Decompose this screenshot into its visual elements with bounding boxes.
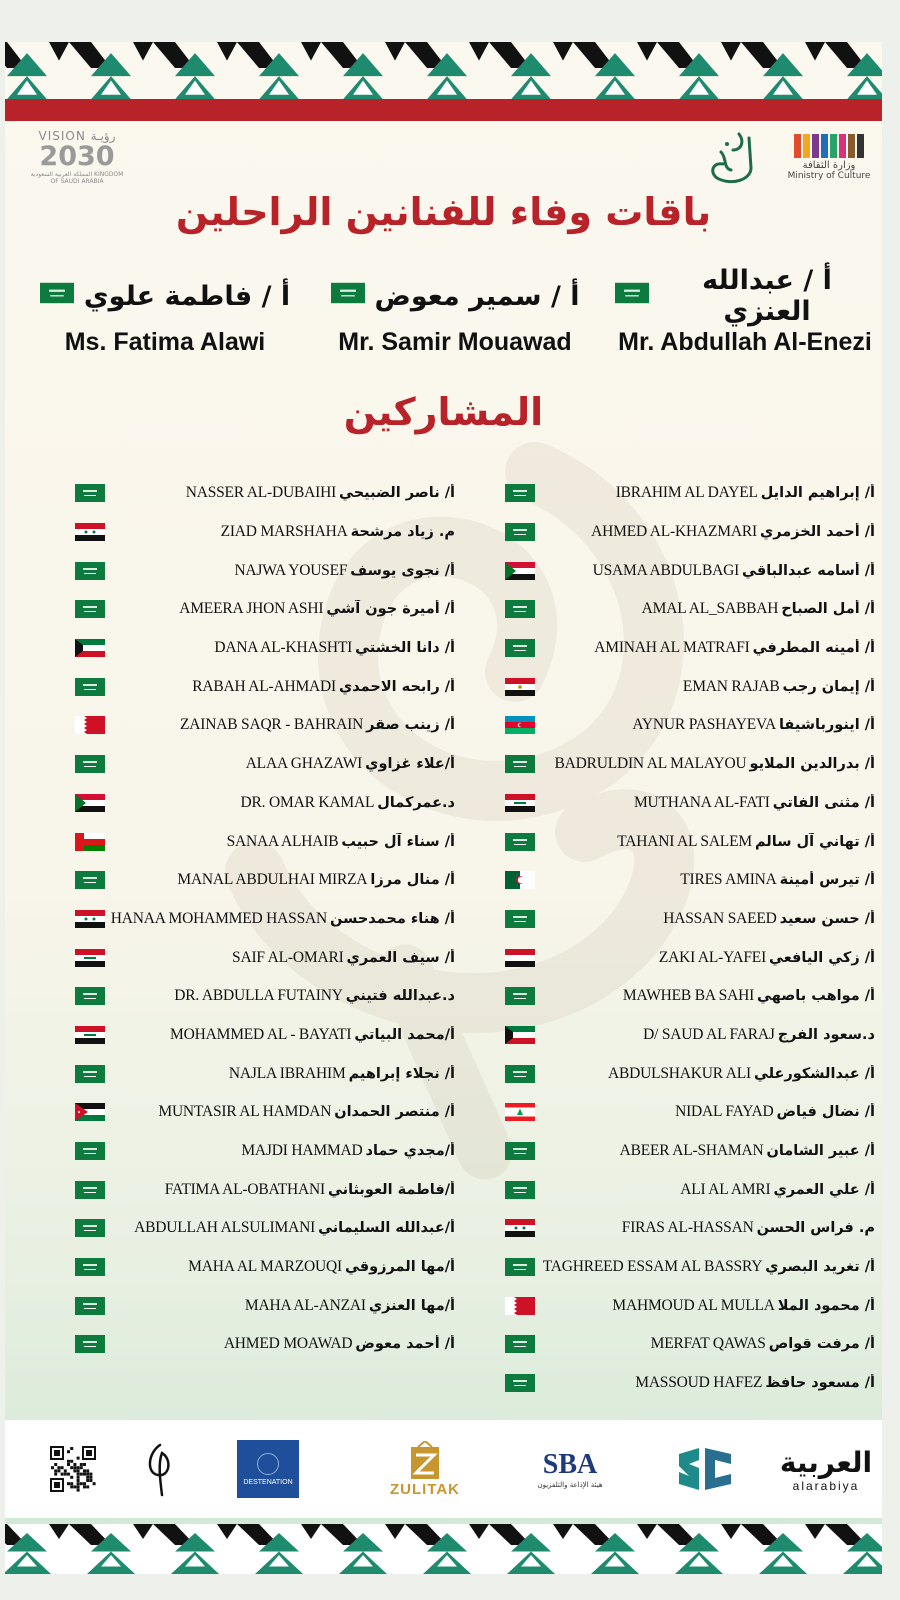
participant-en-name: SAIF AL-OMARI	[232, 948, 344, 966]
participant-row	[75, 1054, 455, 1093]
kuwait-flag-icon	[505, 1026, 535, 1044]
participant-en-name: AMINAH AL MATRAFI	[594, 639, 750, 657]
participant-row	[505, 1093, 875, 1132]
participant-en-name: DR. OMAR KAMAL	[240, 793, 375, 811]
participant-ar-name: أ/ مسعود حافظ	[765, 1375, 875, 1392]
saudi-flag-icon	[75, 600, 105, 618]
participant-row	[75, 1248, 455, 1287]
participant-row	[75, 474, 455, 513]
participant-row	[75, 784, 455, 823]
alarabiya-logo: العربية alarabiya	[779, 1445, 873, 1493]
participant-en-name: TAHANI AL SALEM	[617, 832, 752, 850]
participant-ar-name: أ/ محمود الملا	[777, 1297, 875, 1314]
participant-en-name: HANAA MOHAMMED HASSAN	[110, 909, 328, 927]
sba-logo: SBA هيئة الإذاعة والتلفزيون	[537, 1449, 603, 1489]
participant-en-name: MAHA AL-ANZAI	[244, 1296, 366, 1314]
iraq-flag-icon	[75, 949, 105, 967]
poster	[5, 42, 882, 1574]
participant-en-name: AHMED AL-KHAZMARI	[591, 523, 757, 541]
participant-ar-name: أ/ بدرالدين الملايو	[749, 756, 875, 773]
participant-row	[505, 1170, 875, 1209]
participant-ar-name: د.سعود الفرج	[777, 1026, 875, 1043]
participant-ar-name: أ/عبدالله السليماني	[318, 1220, 455, 1237]
participant-en-name: EMAN RAJAB	[682, 677, 780, 695]
participant-ar-name: أ/ عبدالشكورعلي	[753, 1065, 875, 1082]
destination-logo: DESTENATION	[237, 1440, 299, 1498]
participant-ar-name: أ/ سناء آل حبيب	[341, 833, 455, 850]
participant-ar-name: أ/ حسن سعيد	[779, 910, 875, 927]
participants-left-column	[75, 474, 455, 1364]
participant-en-name: ZAKI AL-YAFEI	[658, 948, 767, 966]
saudi-flag-icon	[505, 1181, 535, 1199]
saudi-flag-icon	[505, 833, 535, 851]
participant-row	[505, 784, 875, 823]
participant-ar-name: أ/ أسامه عبدالباقي	[742, 562, 875, 579]
calligraphy-logo	[701, 128, 761, 192]
participant-row	[505, 706, 875, 745]
honoree-2	[325, 276, 585, 357]
algeria-flag-icon	[505, 871, 535, 889]
saudi-flag-icon	[75, 484, 105, 502]
participant-ar-name: أ/ عبير الشامان	[766, 1143, 875, 1160]
participant-ar-name: أ/ زكي اليافعي	[769, 949, 875, 966]
saudi-flag-icon	[505, 600, 535, 618]
participant-ar-name: أ/ نضال فياض	[776, 1104, 875, 1121]
participants-title: المشاركين	[343, 390, 544, 434]
participant-ar-name: أ/ دانا الخشتي	[355, 640, 455, 657]
participant-row	[505, 745, 875, 784]
participant-en-name: AMEERA JHON ASHI	[179, 600, 324, 618]
bahrain-flag-icon	[505, 1297, 535, 1315]
saudi-flag-icon	[75, 1219, 105, 1237]
zulitak-logo: ZULITAK	[380, 1440, 470, 1498]
saudi-flag-icon	[331, 281, 365, 312]
participant-ar-name: أ/ مرفت قواص	[768, 1336, 875, 1353]
saudi-flag-icon	[505, 484, 535, 502]
participant-ar-name: أ/ منتصر الحمدان	[334, 1104, 455, 1121]
participant-ar-name: أ/ إبراهيم الدايل	[760, 485, 875, 502]
participant-en-name: FATIMA AL-OBATHANI	[164, 1180, 325, 1198]
sudan-flag-icon	[75, 794, 105, 812]
participant-en-name: ALI AL AMRI	[680, 1180, 771, 1198]
saudi-flag-icon	[505, 1258, 535, 1276]
participant-ar-name: أ/ هناء محمدحسن	[330, 910, 455, 927]
participant-row	[505, 474, 875, 513]
saudi-flag-icon	[505, 1374, 535, 1392]
participant-en-name: MASSOUD HAFEZ	[635, 1374, 763, 1392]
participant-row	[75, 513, 455, 552]
participant-en-name: DANA AL-KHASHTI	[214, 639, 353, 657]
saudi-flag-icon	[505, 910, 535, 928]
kuwait-flag-icon	[75, 639, 105, 657]
participant-en-name: MAJDI HAMMAD	[241, 1142, 363, 1160]
participant-en-name: HASSAN SAEED	[663, 909, 777, 927]
participant-en-name: TAGHREED ESSAM AL BASSRY	[542, 1258, 763, 1276]
participant-row	[75, 1093, 455, 1132]
saudi-flag-icon	[75, 1065, 105, 1083]
egypt-flag-icon	[505, 678, 535, 696]
participant-en-name: AHMED MOAWAD	[223, 1335, 353, 1353]
vision-2030-logo: VISION رؤيـة 2030 المملكة العربية السعودية KINGDOM OF SAUDI ARABIA	[30, 129, 124, 185]
honoree-ar-name: أ / سمير معوض	[374, 280, 580, 312]
saudi-flag-icon	[505, 987, 535, 1005]
saudi-flag-icon	[75, 1181, 105, 1199]
participant-ar-name: أ/ ناصر الضبيحي	[339, 485, 455, 502]
participant-en-name: IBRAHIM AL DAYEL	[615, 484, 758, 502]
saudi-flag-icon	[75, 1142, 105, 1160]
participant-en-name: MANAL ABDULHAI MIRZA	[177, 871, 368, 889]
participant-row	[505, 822, 875, 861]
yemen-flag-icon	[505, 949, 535, 967]
participant-row	[75, 1016, 455, 1055]
participant-row	[505, 551, 875, 590]
participant-ar-name: أ/ علي العمري	[773, 1181, 875, 1198]
participant-row	[75, 1132, 455, 1171]
participant-row	[505, 1209, 875, 1248]
participant-ar-name: أ/مها المرزوقي	[345, 1259, 455, 1276]
participant-row	[75, 900, 455, 939]
participant-en-name: MOHAMMED AL - BAYATI	[170, 1025, 352, 1043]
honoree-ar-name: أ / عبدالله العنزي	[702, 265, 832, 327]
participant-ar-name: أ/ إيمان رجب	[782, 678, 875, 695]
participant-ar-name: أ/ اينورباشيفا	[778, 717, 875, 734]
participant-ar-name: أ/فاطمة العوبثاني	[327, 1181, 455, 1198]
participant-ar-name: أ/ تغريد البصري	[765, 1259, 875, 1276]
honoree-3	[35, 276, 295, 357]
honoree-1	[615, 265, 875, 357]
participant-row	[505, 1054, 875, 1093]
oman-flag-icon	[75, 833, 105, 851]
participant-en-name: ABEER AL-SHAMAN	[619, 1142, 764, 1160]
participant-en-name: MAHA AL MARZOUQI	[188, 1258, 342, 1276]
participant-row	[75, 977, 455, 1016]
participant-en-name: AYNUR PASHAYEVA	[632, 716, 776, 734]
participant-en-name: DR. ABDULLA FUTAINY	[174, 987, 343, 1005]
participant-en-name: ZAINAB SAQR - BAHRAIN	[180, 716, 364, 734]
saudi-flag-icon	[75, 871, 105, 889]
participant-row	[75, 822, 455, 861]
participant-ar-name: م. فراس الحسن	[756, 1220, 875, 1237]
top-pattern	[5, 42, 882, 104]
participant-ar-name: أ/مها العنزي	[368, 1297, 455, 1314]
honoree-ar-name: أ / فاطمة علوي	[83, 280, 291, 312]
participant-row	[505, 977, 875, 1016]
participant-en-name: NAJWA YOUSEF	[234, 561, 348, 579]
honoree-en-name: Mr. Abdullah Al-Enezi	[618, 328, 872, 356]
saudi-flag-icon	[615, 281, 649, 312]
page-title: باقات وفاء للفنانين الراحلين	[175, 190, 712, 234]
participant-en-name: NASSER AL-DUBAIHI	[185, 484, 337, 502]
participant-row	[75, 861, 455, 900]
participant-row	[75, 745, 455, 784]
participant-row	[75, 1209, 455, 1248]
participant-en-name: NIDAL FAYAD	[675, 1103, 774, 1121]
participant-row	[75, 590, 455, 629]
saudi-flag-icon	[75, 562, 105, 580]
participant-en-name: MERFAT QAWAS	[650, 1335, 766, 1353]
qr-code-icon	[45, 1440, 101, 1498]
participant-en-name: MAWHEB BA SAHI	[622, 987, 755, 1005]
participant-en-name: MUTHANA AL-FATI	[633, 793, 770, 811]
participant-row	[75, 667, 455, 706]
saudi-flag-icon	[75, 1297, 105, 1315]
participant-row	[75, 706, 455, 745]
participant-ar-name: أ/علاء غزاوي	[365, 756, 455, 773]
participant-en-name: D/ SAUD AL FARAJ	[643, 1025, 775, 1043]
participant-row	[505, 1248, 875, 1287]
participant-en-name: SANAA ALHAIB	[226, 832, 339, 850]
participant-ar-name: أ/ مواهب باصهي	[757, 988, 875, 1005]
saudi-flag-icon	[75, 678, 105, 696]
lebanon-flag-icon	[505, 1103, 535, 1121]
bahrain-flag-icon	[75, 716, 105, 734]
participant-ar-name: أ/ سيف العمري	[346, 949, 455, 966]
participant-row	[505, 629, 875, 668]
participant-ar-name: م. زياد مرشحة	[350, 524, 455, 541]
participant-ar-name: أ/مجدي حماد	[365, 1143, 455, 1160]
participant-row	[75, 629, 455, 668]
participant-en-name: NAJLA IBRAHIM	[228, 1064, 346, 1082]
participant-en-name: AMAL AL_SABBAH	[641, 600, 779, 618]
azerbaijan-flag-icon	[505, 716, 535, 734]
saudi-flag-icon	[505, 1335, 535, 1353]
participant-row	[505, 1364, 875, 1403]
participant-en-name: FIRAS AL-HASSAN	[621, 1219, 754, 1237]
syria-flag-icon	[505, 1219, 535, 1237]
jordan-flag-icon	[75, 1103, 105, 1121]
saudi-flag-icon	[75, 987, 105, 1005]
participant-ar-name: أ/ رابحه الاحمدي	[339, 678, 455, 695]
participant-ar-name: أ/ تيرس أمينة	[779, 872, 875, 889]
participant-ar-name: أ/ أميرة جون آشي	[326, 601, 455, 618]
participant-row	[505, 861, 875, 900]
participant-en-name: BADRULDIN AL MALAYOU	[554, 755, 747, 773]
participant-ar-name: أ/ أمينه المطرفي	[752, 640, 875, 657]
participant-en-name: ALAA GHAZAWI	[245, 755, 363, 773]
participant-en-name: ZIAD MARSHAHA	[220, 523, 348, 541]
honoree-en-name: Ms. Fatima Alawi	[64, 328, 266, 356]
participant-row	[75, 1286, 455, 1325]
participant-row	[75, 1325, 455, 1364]
saudi-flag-icon	[505, 755, 535, 773]
participant-ar-name: د.عبدالله فتيني	[345, 988, 455, 1005]
participant-ar-name: أ/ أحمد معوض	[355, 1336, 455, 1353]
saudi-flag-icon	[505, 523, 535, 541]
iraq-flag-icon	[75, 1026, 105, 1044]
saudi-flag-icon	[40, 281, 74, 312]
participant-row	[75, 551, 455, 590]
saudi-flag-icon	[505, 1065, 535, 1083]
saudi-flag-icon	[505, 639, 535, 657]
participant-row	[505, 1286, 875, 1325]
signature-logo	[135, 1440, 185, 1498]
participant-row	[505, 900, 875, 939]
participant-row	[505, 1016, 875, 1055]
participant-ar-name: أ/ زينب صقر	[366, 717, 455, 734]
participant-ar-name: أ/ نجوى يوسف	[350, 562, 455, 579]
saudi-flag-icon	[75, 1258, 105, 1276]
saudi-flag-icon	[75, 755, 105, 773]
participant-ar-name: أ/ نجلاء إبراهيم	[348, 1065, 455, 1082]
participant-ar-name: أ/ أحمد الخزمري	[759, 524, 875, 541]
participant-en-name: MAHMOUD AL MULLA	[612, 1296, 775, 1314]
participant-ar-name: أ/ أمل الصباح	[781, 601, 875, 618]
sudan-flag-icon	[505, 562, 535, 580]
participant-row	[505, 1325, 875, 1364]
syria-flag-icon	[75, 523, 105, 541]
participant-ar-name: أ/ تهاني آل سالم	[754, 833, 875, 850]
bottom-pattern	[5, 1524, 882, 1574]
syria-flag-icon	[75, 910, 105, 928]
honoree-en-name: Mr. Samir Mouawad	[338, 328, 572, 356]
participant-row	[505, 513, 875, 552]
iraq-flag-icon	[505, 794, 535, 812]
participant-ar-name: أ/ مثنى الفاتي	[772, 794, 875, 811]
participants-right-column	[505, 474, 875, 1403]
participant-en-name: MUNTASIR AL HAMDAN	[158, 1103, 332, 1121]
sponsors-strip	[5, 1420, 882, 1518]
participant-row	[75, 1170, 455, 1209]
participant-row	[505, 1132, 875, 1171]
participant-en-name: TIRES AMINA	[680, 871, 777, 889]
participant-en-name: RABAH AL-AHMADI	[192, 677, 337, 695]
participant-ar-name: أ/محمد البياتي	[354, 1026, 455, 1043]
saudi-flag-icon	[75, 1335, 105, 1353]
ministry-of-culture-logo: وزارة الثقافة Ministry of Culture	[783, 134, 875, 181]
sec-logo	[670, 1440, 740, 1498]
participant-en-name: USAMA ABDULBAGI	[592, 561, 740, 579]
participant-en-name: ABDULSHAKUR ALI	[607, 1064, 751, 1082]
participant-row	[505, 938, 875, 977]
participant-ar-name: أ/ منال مرزا	[370, 872, 455, 889]
participant-ar-name: د.عمركمال	[377, 794, 455, 811]
participant-row	[505, 667, 875, 706]
participant-row	[75, 938, 455, 977]
saudi-flag-icon	[505, 1142, 535, 1160]
red-band	[5, 99, 882, 121]
participant-en-name: ABDULLAH ALSULIMANI	[134, 1219, 316, 1237]
participant-row	[505, 590, 875, 629]
